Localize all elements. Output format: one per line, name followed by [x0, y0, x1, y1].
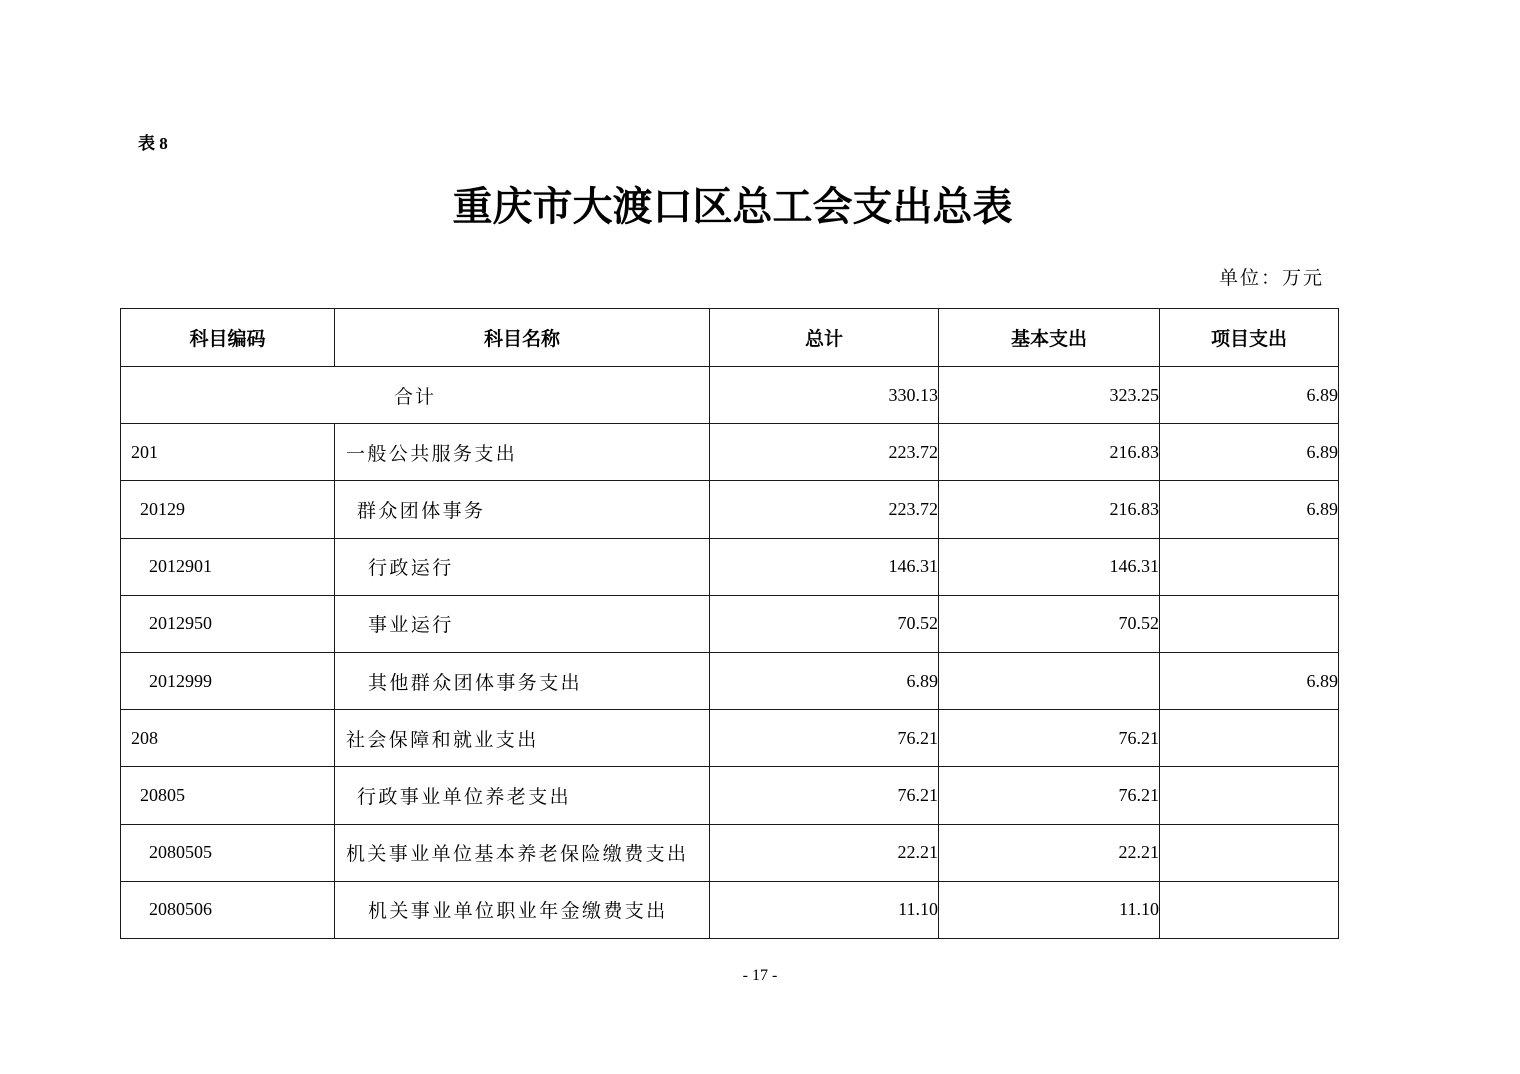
cell-basic: 216.83: [939, 481, 1160, 538]
expenditure-table: [120, 308, 1339, 939]
cell-project: 6.89: [1160, 481, 1339, 538]
table-row: [121, 481, 1339, 538]
cell-code: 20805: [121, 767, 335, 824]
summary-project: 6.89: [1160, 367, 1339, 424]
cell-code: 2012999: [121, 652, 335, 709]
cell-total: 22.21: [710, 824, 939, 881]
cell-basic: 22.21: [939, 824, 1160, 881]
summary-label: 合计: [121, 367, 710, 424]
cell-project: [1160, 824, 1339, 881]
cell-name: 社会保障和就业支出: [335, 710, 710, 767]
table-row: [121, 881, 1339, 938]
cell-basic: 70.52: [939, 595, 1160, 652]
table-header-row: [121, 309, 1339, 367]
header-project: 项目支出: [1160, 309, 1339, 367]
cell-basic: 76.21: [939, 710, 1160, 767]
cell-basic: 146.31: [939, 538, 1160, 595]
cell-project: 6.89: [1160, 652, 1339, 709]
cell-total: 76.21: [710, 767, 939, 824]
cell-basic: [939, 652, 1160, 709]
table-row: [121, 595, 1339, 652]
page-number: - 17 -: [742, 967, 778, 984]
cell-project: [1160, 595, 1339, 652]
unit-note: 单位：万元: [1218, 267, 1324, 289]
cell-project: [1160, 710, 1339, 767]
table-number-label: 表 8: [138, 134, 168, 153]
cell-code: 201: [121, 424, 335, 481]
cell-total: 223.72: [710, 481, 939, 538]
cell-name: 机关事业单位职业年金缴费支出: [335, 881, 710, 938]
cell-code: 208: [121, 710, 335, 767]
cell-name: 事业运行: [335, 595, 710, 652]
cell-code: 2080505: [121, 824, 335, 881]
header-total: 总计: [710, 309, 939, 367]
cell-project: [1160, 881, 1339, 938]
cell-basic: 11.10: [939, 881, 1160, 938]
cell-code: 2080506: [121, 881, 335, 938]
cell-name: 行政事业单位养老支出: [335, 767, 710, 824]
cell-total: 70.52: [710, 595, 939, 652]
cell-project: [1160, 538, 1339, 595]
cell-code: 20129: [121, 481, 335, 538]
table-body: [121, 367, 1339, 939]
cell-project: 6.89: [1160, 424, 1339, 481]
table-row: [121, 824, 1339, 881]
cell-name: 其他群众团体事务支出: [335, 652, 710, 709]
table-row: [121, 652, 1339, 709]
table-row: [121, 424, 1339, 481]
summary-basic: 323.25: [939, 367, 1160, 424]
cell-total: 76.21: [710, 710, 939, 767]
page-title: 重庆市大渡口区总工会支出总表: [452, 183, 1013, 230]
summary-row: [121, 367, 1339, 424]
header-basic: 基本支出: [939, 309, 1160, 367]
cell-name: 群众团体事务: [335, 481, 710, 538]
cell-code: 2012901: [121, 538, 335, 595]
cell-total: 223.72: [710, 424, 939, 481]
table-row: [121, 538, 1339, 595]
summary-total: 330.13: [710, 367, 939, 424]
header-name: 科目名称: [335, 309, 710, 367]
table-row: [121, 710, 1339, 767]
cell-code: 2012950: [121, 595, 335, 652]
header-code: 科目编码: [121, 309, 335, 367]
cell-project: [1160, 767, 1339, 824]
table-head: [121, 309, 1339, 367]
cell-name: 机关事业单位基本养老保险缴费支出: [335, 824, 710, 881]
table-row: [121, 767, 1339, 824]
cell-total: 146.31: [710, 538, 939, 595]
cell-basic: 216.83: [939, 424, 1160, 481]
cell-total: 6.89: [710, 652, 939, 709]
cell-name: 行政运行: [335, 538, 710, 595]
cell-basic: 76.21: [939, 767, 1160, 824]
cell-name: 一般公共服务支出: [335, 424, 710, 481]
cell-total: 11.10: [710, 881, 939, 938]
